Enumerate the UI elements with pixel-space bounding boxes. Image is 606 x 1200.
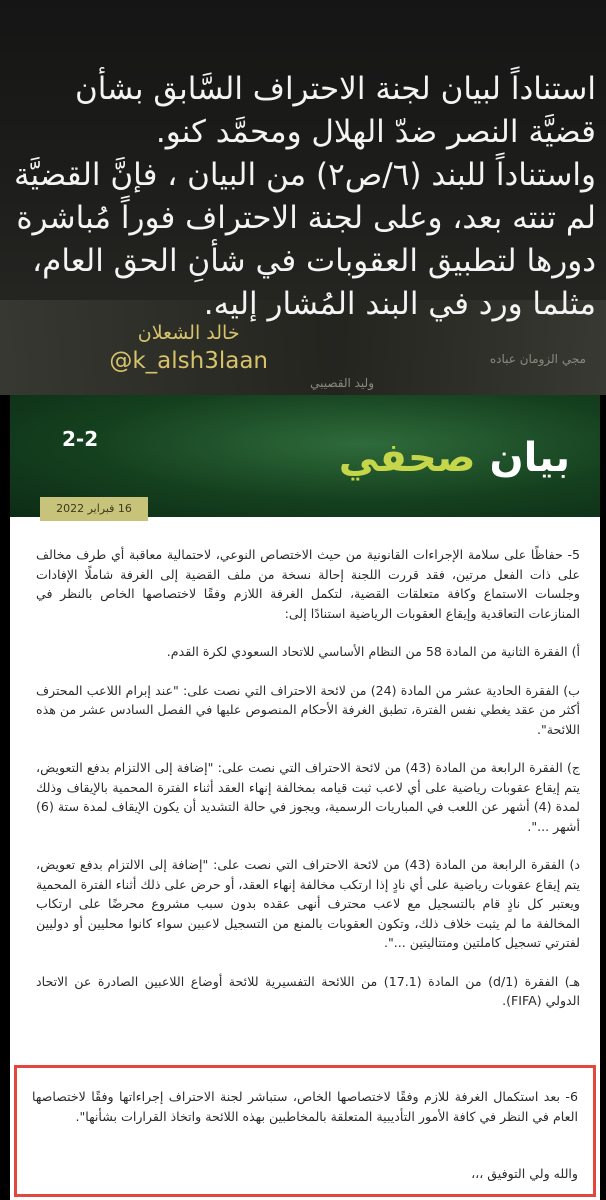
paragraph-c: ج) الفقرة الرابعة من المادة (43) من لائحة الاحتراف التي نصت على: "إضافة إلى الالتزام بدفع التعويض، يتم إيقاع عقوبات رياضية على أي لاعب ثبت قيامه بمخالفة إنهاء العقد أثناء الفترة المحمية بالإيقاف وذلك لمدة (4) أشهر عن اللعب في المباريات الرسمية، ويجوز في حالة التشديد أن يكون الإيقاف لمدة ستة (6) أشهر ...". — [36, 760, 580, 834]
background-caption-right: وليد القصيبي — [310, 376, 374, 390]
headline-line-1: استناداً لبيان لجنة الاحتراف السَّابق بشأن قضيَّة النصر ضدّ الهلال ومحمَّد كنو. — [74, 71, 596, 150]
paragraph-d: د) الفقرة الرابعة من المادة (43) من لائحة الاحتراف التي نصت على: "إضافة إلى الالتزام بدفع تعويض، يتم إيقاع عقوبات رياضية على أي نادٍ إذا ارتكب مخالفة إنهاء العقد، أو حرض على ذلك أثناء الفترة المحمية ويعتبر كل نادٍ قام بالتسجيل مع لاعب محترف أنهى عقده بدون سبب مشروع محرضًا على ارتكاب المخالفة ما لم يثبت خلاف ذلك، وتكون العقوبات بالمنع من التسجيل لاعبين سواء كانوا محليين أو دوليين لفترتي تسجيل كاملتين ومتتاليتين ...". — [36, 857, 580, 950]
date-badge: 16 فبراير 2022 — [40, 497, 148, 521]
document-body — [36, 545, 580, 1030]
paragraph-e: هـ) الفقرة (1/d) من المادة (17.1) من اللائحة التفسيرية للائحة أوضاع اللاعبين الصادرة عن الاتحاد الدولي (FIFA). — [36, 973, 580, 1008]
author-credit — [109, 322, 268, 374]
paragraph-b: ب) الفقرة الحادية عشر من المادة (24) من لائحة الاحتراف التي نصت على: "عند إبرام اللاعب المحترف أكثر من عقد يغطي نفس الفترة، تطبق الغرفة الأحكام المنصوص عليها في الفصل السادس عشر من هذه اللائحة". — [36, 682, 581, 737]
page-number: 2-2 — [62, 427, 99, 451]
title-word-2: صحفي — [338, 435, 476, 481]
headline-line-2: واستناداً للبند (٦/ص٢) من البيان ، فإنَّ القضيَّة لم تنته بعد، وعلى لجنة الاحتراف فوراً مُباشرة دورها لتطبيق العقوبات في شأنِ الحق العام، مثلما ورد في البند المُشار إليه. — [13, 157, 596, 322]
background-caption-left: مجي الزومان عباده — [489, 352, 586, 366]
tweet-text-panel — [0, 0, 606, 395]
press-release-document — [10, 395, 600, 1200]
headline-text — [8, 68, 596, 326]
author-handle: @k_alsh3laan — [109, 348, 268, 374]
paragraph-6-highlighted: 6- بعد استكمال الغرفة للازم وفقًا لاختصاصها الخاص، ستباشر لجنة الاحتراف إجراءاتها وفقًا لاختصاصها العام في النظر في كافة الأمور التأديبية المتعلقة بالمخاطبين بهذه اللائحة واتخاذ القرارات بشأنها". — [32, 1089, 578, 1124]
title-word-1: بيان — [489, 435, 570, 481]
closing-line: والله ولي التوفيق ،،، — [471, 1166, 578, 1181]
document-title — [339, 435, 570, 481]
paragraph-a: أ) الفقرة الثانية من المادة 58 من النظام الأساسي للاتحاد السعودي لكرة القدم. — [166, 644, 580, 659]
paragraph-5: 5- حفاظًا على سلامة الإجراءات القانونية من حيث الاختصاص النوعي، لاحتمالية معاقبة أي طرف مخالف على ذات الفعل مرتين، فقد قررت اللجنة إحالة نسخة من ملف القضية إلى الغرفة شاملًا الإفادات وجلسات الاستماع وكافة متعلقات القضية، لتكمل الغرفة اللازم وفقًا لاختصاصها الخاص بالنظر في المنازعات التعاقدية وإيقاع العقوبات الرياضية استنادًا إلى: — [36, 547, 580, 621]
author-name: خالد الشعلان — [137, 322, 240, 344]
